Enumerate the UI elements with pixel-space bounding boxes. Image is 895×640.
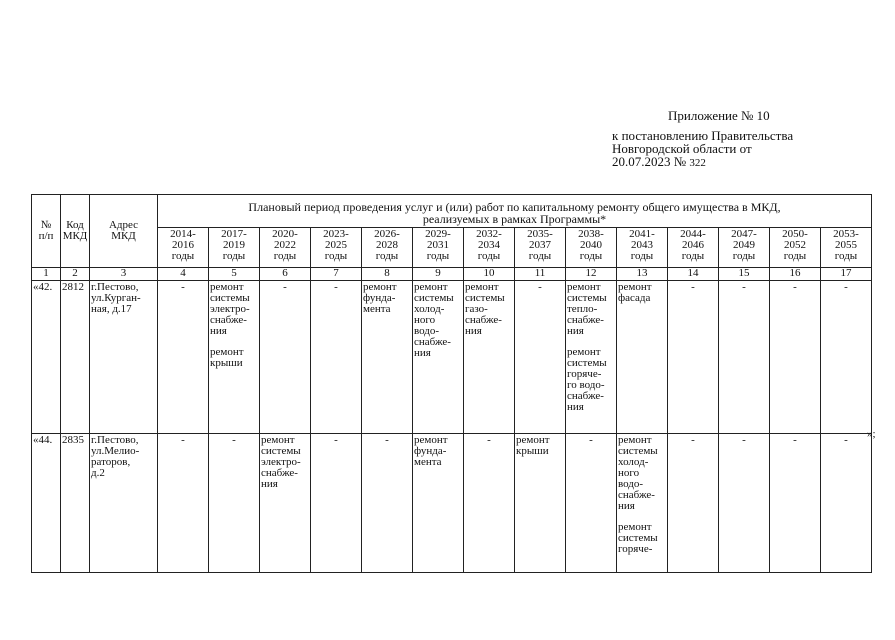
- period-header: 2029- 2031 годы: [413, 228, 464, 268]
- work-item: -: [793, 434, 797, 446]
- period-header: 2023- 2025 годы: [311, 228, 362, 268]
- column-number: 3: [90, 268, 158, 281]
- period-cell: [719, 434, 770, 573]
- table-row: [32, 434, 872, 573]
- period-header: 2014- 2016 годы: [158, 228, 209, 268]
- date-text: 20.07.2023 №: [612, 154, 687, 169]
- period-cell: [158, 281, 209, 434]
- row-closing-mark: »;: [867, 428, 876, 440]
- period-cell: [464, 281, 515, 434]
- work-item: ремонт системы горяче- го водо- снабже- ния: [567, 346, 607, 413]
- period-header: 2050- 2052 годы: [770, 228, 821, 268]
- work-item: -: [283, 281, 287, 293]
- period-cell: [311, 434, 362, 573]
- period-cell: [362, 434, 413, 573]
- table-row: [32, 281, 872, 434]
- period-header: 2026- 2028 годы: [362, 228, 413, 268]
- column-number: 2: [61, 268, 90, 281]
- work-item: ремонт системы холод- ного водо- снабже- ния: [414, 281, 454, 359]
- building-code: 2835: [61, 434, 90, 573]
- period-header: 2047- 2049 годы: [719, 228, 770, 268]
- work-item: -: [844, 281, 848, 293]
- period-cell: [515, 434, 566, 573]
- period-header: 2035- 2037 годы: [515, 228, 566, 268]
- period-cell: [566, 281, 617, 434]
- work-item: -: [385, 434, 389, 446]
- work-item: ремонт системы электро- снабже- ния: [261, 434, 301, 490]
- work-item: ремонт крыши: [210, 346, 244, 369]
- repair-schedule-table: [31, 194, 872, 573]
- period-cell: [209, 434, 260, 573]
- work-item: -: [487, 434, 491, 446]
- column-number: 5: [209, 268, 260, 281]
- work-item: ремонт системы холод- ного водо- снабже- ния: [618, 434, 658, 512]
- building-address: г.Пестово, ул.Мелио- раторов, д.2: [90, 434, 158, 573]
- period-header: 2032- 2034 годы: [464, 228, 515, 268]
- building-address: г.Пестово, ул.Курган- ная, д.17: [90, 281, 158, 434]
- plan-period-header: Плановый период проведения услуг и (или) работ по капитальному ремонту общего имущества в МКД, реализуемых в рамках Программы*: [158, 195, 872, 228]
- work-item: -: [742, 434, 746, 446]
- region-line: Новгородской области от: [612, 141, 752, 156]
- column-number: 8: [362, 268, 413, 281]
- row-number: «44.: [32, 434, 61, 573]
- work-item: -: [793, 281, 797, 293]
- column-number: 6: [260, 268, 311, 281]
- work-item: ремонт системы электро- снабже- ния: [210, 281, 250, 337]
- period-cell: [770, 434, 821, 573]
- column-number: 1: [32, 268, 61, 281]
- work-item: ремонт крыши: [516, 434, 550, 457]
- column-number: 9: [413, 268, 464, 281]
- period-cell: [668, 281, 719, 434]
- column-number: 11: [515, 268, 566, 281]
- period-cell: [413, 434, 464, 573]
- work-item: -: [232, 434, 236, 446]
- column-number: 15: [719, 268, 770, 281]
- column-number: 14: [668, 268, 719, 281]
- work-item: -: [589, 434, 593, 446]
- work-item: ремонт фасада: [618, 281, 652, 304]
- period-header: 2041- 2043 годы: [617, 228, 668, 268]
- period-header: 2038- 2040 годы: [566, 228, 617, 268]
- work-item: ремонт системы газо- снабже- ния: [465, 281, 505, 337]
- column-number: 17: [821, 268, 872, 281]
- row-number: «42.: [32, 281, 61, 434]
- period-cell: [362, 281, 413, 434]
- column-number: 12: [566, 268, 617, 281]
- period-header: 2017- 2019 годы: [209, 228, 260, 268]
- work-item: ремонт системы тепло- снабже- ния: [567, 281, 607, 337]
- col-header-no: № п/п: [32, 195, 61, 268]
- period-cell: [617, 281, 668, 434]
- period-cell: [158, 434, 209, 573]
- period-cell: [617, 434, 668, 573]
- column-number: 7: [311, 268, 362, 281]
- period-cell: [668, 434, 719, 573]
- work-item: ремонт фунда- мента: [414, 434, 448, 468]
- work-item: -: [691, 281, 695, 293]
- column-number: 16: [770, 268, 821, 281]
- period-cell: [413, 281, 464, 434]
- resolution-date: [612, 155, 706, 170]
- period-cell: [821, 434, 872, 573]
- period-cell: [719, 281, 770, 434]
- column-number: 4: [158, 268, 209, 281]
- period-cell: [515, 281, 566, 434]
- col-header-address: Адрес МКД: [90, 195, 158, 268]
- work-item: ремонт системы горяче-: [618, 521, 658, 555]
- work-item: -: [334, 281, 338, 293]
- col-header-code: Код МКД: [61, 195, 90, 268]
- resolution-line: к постановлению Правительства: [612, 128, 794, 143]
- period-cell: [464, 434, 515, 573]
- period-header: 2044- 2046 годы: [668, 228, 719, 268]
- period-cell: [566, 434, 617, 573]
- work-item: -: [691, 434, 695, 446]
- appendix-title: Приложение № 10: [668, 108, 770, 123]
- work-item: -: [181, 281, 185, 293]
- column-number: 13: [617, 268, 668, 281]
- period-cell: [821, 281, 872, 434]
- period-cell: [209, 281, 260, 434]
- period-header: 2020- 2022 годы: [260, 228, 311, 268]
- building-code: 2812: [61, 281, 90, 434]
- period-cell: [260, 434, 311, 573]
- work-item: -: [181, 434, 185, 446]
- period-cell: [311, 281, 362, 434]
- period-cell: [260, 281, 311, 434]
- period-header: 2053- 2055 годы: [821, 228, 872, 268]
- work-item: -: [538, 281, 542, 293]
- column-number: 10: [464, 268, 515, 281]
- period-cell: [770, 281, 821, 434]
- work-item: -: [334, 434, 338, 446]
- work-item: -: [844, 434, 848, 446]
- resolution-number: 322: [689, 157, 706, 169]
- work-item: ремонт фунда- мента: [363, 281, 397, 315]
- work-item: -: [742, 281, 746, 293]
